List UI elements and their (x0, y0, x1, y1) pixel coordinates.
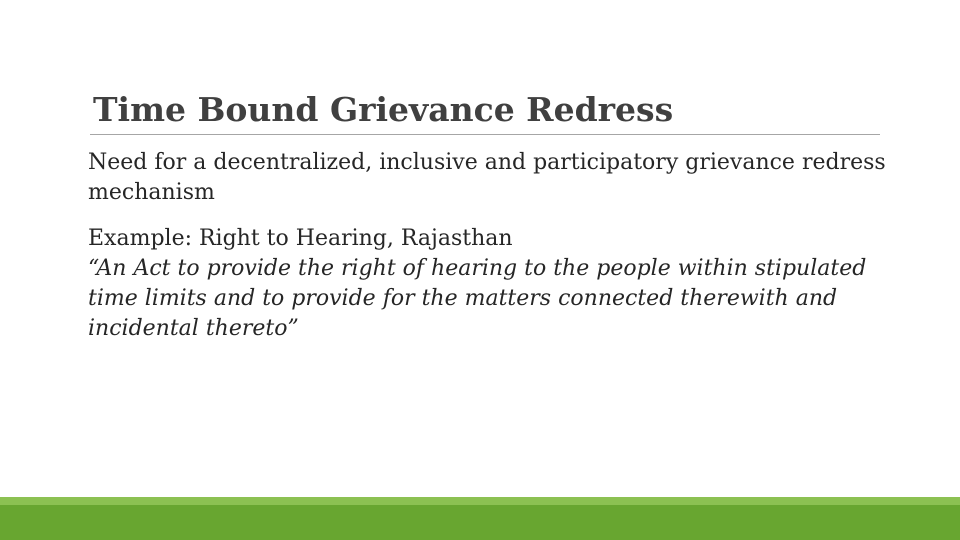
example-heading: Example: Right to Hearing, Rajasthan (88, 226, 513, 251)
slide-body (88, 148, 908, 344)
body-paragraph-need: Need for a decentralized, inclusive and participatory grievance redress mechanism (88, 150, 886, 205)
title-divider (90, 134, 880, 135)
slide-title: Time Bound Grievance Redress (93, 90, 674, 129)
footer-accent-stripe (0, 497, 960, 505)
body-paragraph-example (88, 224, 908, 344)
footer-accent-band (0, 505, 960, 540)
act-quote: “An Act to provide the right of hearing to the people within stipulated time limits and to provide for the matters connected therewith and incidental thereto” (88, 256, 867, 341)
